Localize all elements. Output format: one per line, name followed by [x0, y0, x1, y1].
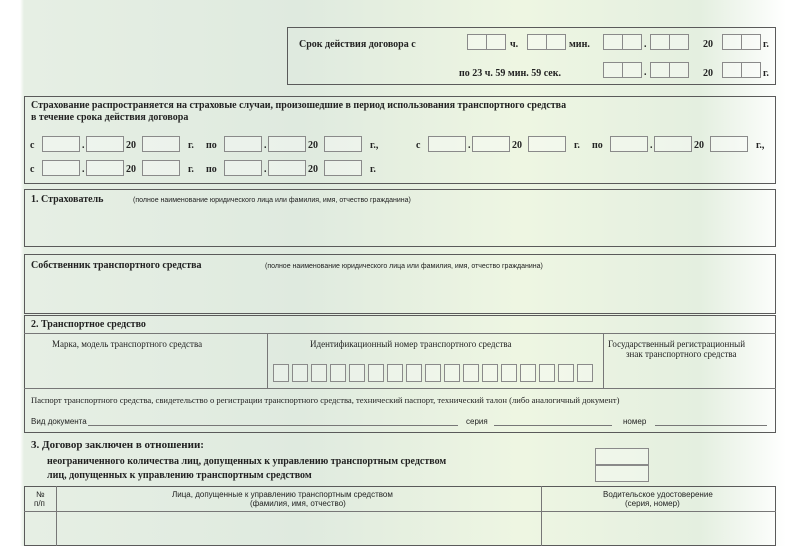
- contract-title: 3. Договор заключен в отношении:: [31, 439, 204, 451]
- usage-from-label: с: [30, 140, 35, 151]
- term-to-year-prefix: 20: [703, 68, 713, 79]
- usage-period-2-to-year[interactable]: [710, 136, 748, 152]
- term-to-day-1[interactable]: [603, 62, 623, 78]
- term-to-day-2[interactable]: [622, 62, 642, 78]
- usage-to-label: по: [206, 140, 217, 151]
- dot: .: [468, 140, 471, 151]
- vehicle-col-plate-2: знак транспортного средства: [626, 349, 737, 359]
- term-hour-cell-1[interactable]: [467, 34, 487, 50]
- usage-period-3-from-day[interactable]: [42, 160, 80, 176]
- usage-to-label: по: [592, 140, 603, 151]
- term-from-month-2[interactable]: [669, 34, 689, 50]
- usage-period-2-from-year[interactable]: [528, 136, 566, 152]
- usage-year-prefix: 20: [126, 140, 136, 151]
- divider: [267, 333, 268, 388]
- term-from-day-1[interactable]: [603, 34, 623, 50]
- vin-cell-3[interactable]: [311, 364, 327, 382]
- term-min-cell-1[interactable]: [527, 34, 547, 50]
- vin-cell-2[interactable]: [292, 364, 308, 382]
- contract-option1: неограниченного количества лиц, допущенных к управлению транспортным средством: [47, 456, 447, 467]
- dot: .: [264, 164, 267, 175]
- term-from-year-suffix: г.: [763, 39, 769, 50]
- vehicle-title: 2. Транспортное средство: [31, 319, 146, 330]
- dot: .: [650, 140, 653, 151]
- term-hour-cell-2[interactable]: [486, 34, 506, 50]
- divider: [56, 486, 57, 546]
- term-min-label: мин.: [569, 39, 590, 50]
- col-persons-2: (фамилия, имя, отчество): [250, 499, 346, 508]
- contract-option2: лиц, допущенных к управлению транспортным средством: [47, 470, 312, 481]
- divider: [541, 486, 542, 546]
- term-from-year-prefix: 20: [703, 39, 713, 50]
- vin-cell-12[interactable]: [482, 364, 498, 382]
- usage-period-2-to-month[interactable]: [654, 136, 692, 152]
- col-no-1: №: [36, 490, 45, 499]
- owner-hint: (полное наименование юридического лица или фамилия, имя, отчество гражданина): [265, 263, 543, 270]
- vehicle-col-model: Марка, модель транспортного средства: [52, 339, 203, 349]
- vin-cell-17[interactable]: [577, 364, 593, 382]
- usage-year-suffix: г.,: [756, 140, 765, 151]
- divider: [603, 333, 604, 388]
- usage-year-prefix: 20: [694, 140, 704, 151]
- usage-title-line1: Страхование распространяется на страховые случаи, произошедшие в период использования транспортного средства: [31, 100, 567, 111]
- term-to-year-1[interactable]: [722, 62, 742, 78]
- divider: [24, 388, 776, 389]
- vin-cell-5[interactable]: [349, 364, 365, 382]
- vehicle-col-vin: Идентификационный номер транспортного средства: [310, 339, 512, 349]
- usage-period-2-to-day[interactable]: [610, 136, 648, 152]
- usage-period-3-from-month[interactable]: [86, 160, 124, 176]
- usage-title-line2: в течение срока действия договора: [31, 112, 189, 123]
- usage-year-prefix: 20: [126, 164, 136, 175]
- term-to-label: по 23 ч. 59 мин. 59 сек.: [459, 68, 561, 79]
- usage-year-suffix: г.: [370, 164, 376, 175]
- dot: .: [264, 140, 267, 151]
- vehicle-passport-label: Паспорт транспортного средства, свидетельство о регистрации транспортного средства, технический паспорт, технический талон (либо аналогичный документ): [31, 395, 620, 405]
- usage-period-2-from-day[interactable]: [428, 136, 466, 152]
- number-label: номер: [623, 417, 647, 426]
- dot: .: [644, 67, 647, 78]
- usage-period-1-from-year[interactable]: [142, 136, 180, 152]
- term-to-month-2[interactable]: [669, 62, 689, 78]
- vin-cell-14[interactable]: [520, 364, 536, 382]
- term-min-cell-2[interactable]: [546, 34, 566, 50]
- vin-cell-4[interactable]: [330, 364, 346, 382]
- vin-cell-11[interactable]: [463, 364, 479, 382]
- term-from-month-1[interactable]: [650, 34, 670, 50]
- term-from-label: Срок действия договора с: [299, 39, 416, 50]
- number-field[interactable]: [655, 425, 767, 426]
- vin-cell-6[interactable]: [368, 364, 384, 382]
- option2-checkbox[interactable]: [595, 465, 649, 482]
- option1-checkbox[interactable]: [595, 448, 649, 465]
- col-license-1: Водительское удостоверение: [603, 490, 713, 499]
- vin-cell-16[interactable]: [558, 364, 574, 382]
- usage-period-3-to-year[interactable]: [324, 160, 362, 176]
- dot: .: [82, 140, 85, 151]
- usage-period-1-to-year[interactable]: [324, 136, 362, 152]
- col-license-2: (серия, номер): [625, 499, 680, 508]
- term-to-year-2[interactable]: [741, 62, 761, 78]
- term-from-year-2[interactable]: [741, 34, 761, 50]
- usage-year-suffix: г.,: [370, 140, 379, 151]
- usage-period-3-to-month[interactable]: [268, 160, 306, 176]
- doc-type-label: Вид документа: [31, 417, 87, 426]
- insurer-title: 1. Страхователь: [31, 194, 104, 205]
- vin-cell-9[interactable]: [425, 364, 441, 382]
- vin-cell-10[interactable]: [444, 364, 460, 382]
- dot: .: [644, 39, 647, 50]
- usage-period-3-from-year[interactable]: [142, 160, 180, 176]
- term-to-month-1[interactable]: [650, 62, 670, 78]
- usage-year-prefix: 20: [512, 140, 522, 151]
- col-persons-1: Лица, допущенные к управлению транспортным средством: [172, 490, 393, 499]
- owner-title: Собственник транспортного средства: [31, 260, 202, 271]
- divider: [24, 511, 776, 512]
- divider: [24, 333, 776, 334]
- term-hour-label: ч.: [510, 39, 519, 50]
- usage-year-prefix: 20: [308, 164, 318, 175]
- usage-year-prefix: 20: [308, 140, 318, 151]
- term-from-year-1[interactable]: [722, 34, 742, 50]
- col-no-2: п/п: [34, 499, 45, 508]
- series-label: серия: [466, 417, 488, 426]
- vehicle-col-plate-1: Государственный регистрационный: [608, 339, 746, 349]
- usage-period-1-from-day[interactable]: [42, 136, 80, 152]
- vin-cell-13[interactable]: [501, 364, 517, 382]
- usage-year-suffix: г.: [188, 164, 194, 175]
- usage-period-3-to-day[interactable]: [224, 160, 262, 176]
- usage-period-2-from-month[interactable]: [472, 136, 510, 152]
- usage-period-1-to-day[interactable]: [224, 136, 262, 152]
- term-from-day-2[interactable]: [622, 34, 642, 50]
- vin-cell-8[interactable]: [406, 364, 422, 382]
- usage-to-label: по: [206, 164, 217, 175]
- vin-cell-15[interactable]: [539, 364, 555, 382]
- insurer-hint: (полное наименование юридического лица или фамилия, имя, отчество гражданина): [133, 197, 411, 204]
- vin-cell-7[interactable]: [387, 364, 403, 382]
- series-field[interactable]: [494, 425, 612, 426]
- usage-period-1-from-month[interactable]: [86, 136, 124, 152]
- term-to-year-suffix: г.: [763, 68, 769, 79]
- usage-year-suffix: г.: [574, 140, 580, 151]
- vin-cell-1[interactable]: [273, 364, 289, 382]
- dot: .: [82, 164, 85, 175]
- usage-from-label: с: [30, 164, 35, 175]
- usage-period-1-to-month[interactable]: [268, 136, 306, 152]
- usage-from-label: с: [416, 140, 421, 151]
- doc-type-field[interactable]: [88, 425, 458, 426]
- usage-year-suffix: г.: [188, 140, 194, 151]
